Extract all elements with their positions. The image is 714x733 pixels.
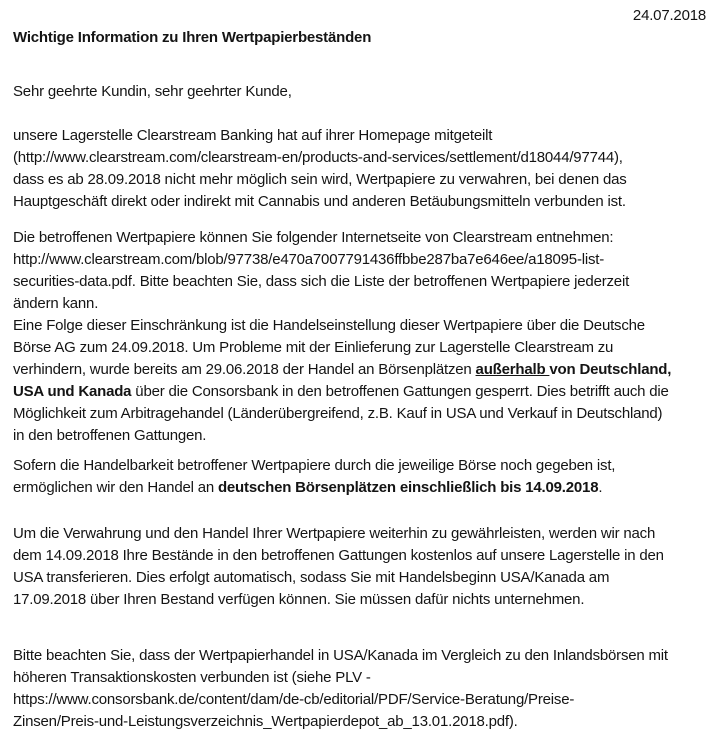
paragraph-trading-deadline [13, 455, 706, 499]
text-line: Bitte beachten Sie, dass der Wertpapierhandel in USA/Kanada im Vergleich zu den Inlandsbörsen mit [13, 647, 668, 664]
bold-underlined-text: außerhalb [475, 361, 550, 378]
text-line: höheren Transaktionskosten verbunden ist (siehe PLV - [13, 669, 371, 686]
bold-text: von Deutschland, [549, 361, 672, 378]
url-text: (http://www.clearstream.com/clearstream-en/products-and-services/settlement/d18044/97744), [13, 149, 623, 166]
letter-date: 24.07.2018 [632, 7, 706, 24]
text-line: unsere Lagerstelle Clearstream Banking hat auf ihrer Homepage mitgeteilt [13, 127, 493, 144]
text-line: Börse AG zum 24.09.2018. Um Probleme mit der Einlieferung zur Lagerstelle Clearstream zu [13, 339, 614, 356]
paragraph-transfer-info [13, 523, 706, 611]
bold-text: USA und Kanada [13, 383, 132, 400]
text-line: Sofern die Handelbarkeit betroffener Wertpapiere durch die jeweilige Börse noch gegeben ist, [13, 457, 616, 474]
text-line [13, 477, 706, 499]
text-segment: . [598, 479, 603, 496]
text-segment: verhindern, wurde bereits am 29.06.2018 der Handel an Börsenplätzen [13, 361, 476, 378]
text-line [13, 381, 706, 403]
text-line: Möglichkeit zum Arbitragehandel (Länderübergreifend, z.B. Kauf in USA und Verkauf in Deutschland) [13, 405, 663, 422]
text-line: 17.09.2018 über Ihren Bestand verfügen können. Sie müssen dafür nichts unternehmen. [13, 591, 585, 608]
url-text: Zinsen/Preis-und-Leistungsverzeichnis_Wertpapierdepot_ab_13.01.2018.pdf). [13, 713, 518, 730]
text-line: USA transferieren. Dies erfolgt automatisch, sodass Sie mit Handelsbeginn USA/Kanada am [13, 569, 610, 586]
text-line: in den betroffenen Gattungen. [13, 427, 207, 444]
text-line: ändern kann. [13, 295, 99, 312]
text-line: securities-data.pdf. Bitte beachten Sie, dass sich die Liste der betroffenen Wertpapiere jederzeit [13, 273, 630, 290]
text-line: dem 14.09.2018 Ihre Bestände in den betroffenen Gattungen kostenlos auf unsere Lagerstelle in den [13, 547, 664, 564]
paragraph-affected-securities [13, 227, 706, 447]
text-segment: ermöglichen wir den Handel an [13, 479, 218, 496]
text-line: Hauptgeschäft direkt oder indirekt mit Cannabis und anderen Betäubungsmitteln verbunden ist. [13, 193, 626, 210]
bold-text: deutschen Börsenplätzen einschließlich bis 14.09.2018 [217, 479, 599, 496]
salutation: Sehr geehrte Kundin, sehr geehrter Kunde, [13, 83, 292, 100]
text-line [13, 359, 706, 381]
text-line: dass es ab 28.09.2018 nicht mehr möglich sein wird, Wertpapiere zu verwahren, bei denen das [13, 171, 627, 188]
paragraph-cost-notice [13, 645, 706, 733]
url-text: http://www.clearstream.com/blob/97738/e470a7007791436ffbbe287ba7e646ee/a18095-list- [13, 251, 605, 268]
url-text: https://www.consorsbank.de/content/dam/de-cb/editorial/PDF/Service-Beratung/Preise- [13, 691, 575, 708]
text-segment: über die Consorsbank in den betroffenen Gattungen gesperrt. Dies betrifft auch die [131, 383, 669, 400]
text-line: Die betroffenen Wertpapiere können Sie folgender Internetseite von Clearstream entnehmen: [13, 229, 614, 246]
paragraph-clearstream-announcement [13, 125, 706, 213]
page-title: Wichtige Information zu Ihren Wertpapierbeständen [13, 29, 372, 46]
text-line: Eine Folge dieser Einschränkung ist die Handelseinstellung dieser Wertpapiere über die Deutsche [13, 317, 645, 334]
text-line: Um die Verwahrung und den Handel Ihrer Wertpapiere weiterhin zu gewährleisten, werden wir nach [13, 525, 656, 542]
